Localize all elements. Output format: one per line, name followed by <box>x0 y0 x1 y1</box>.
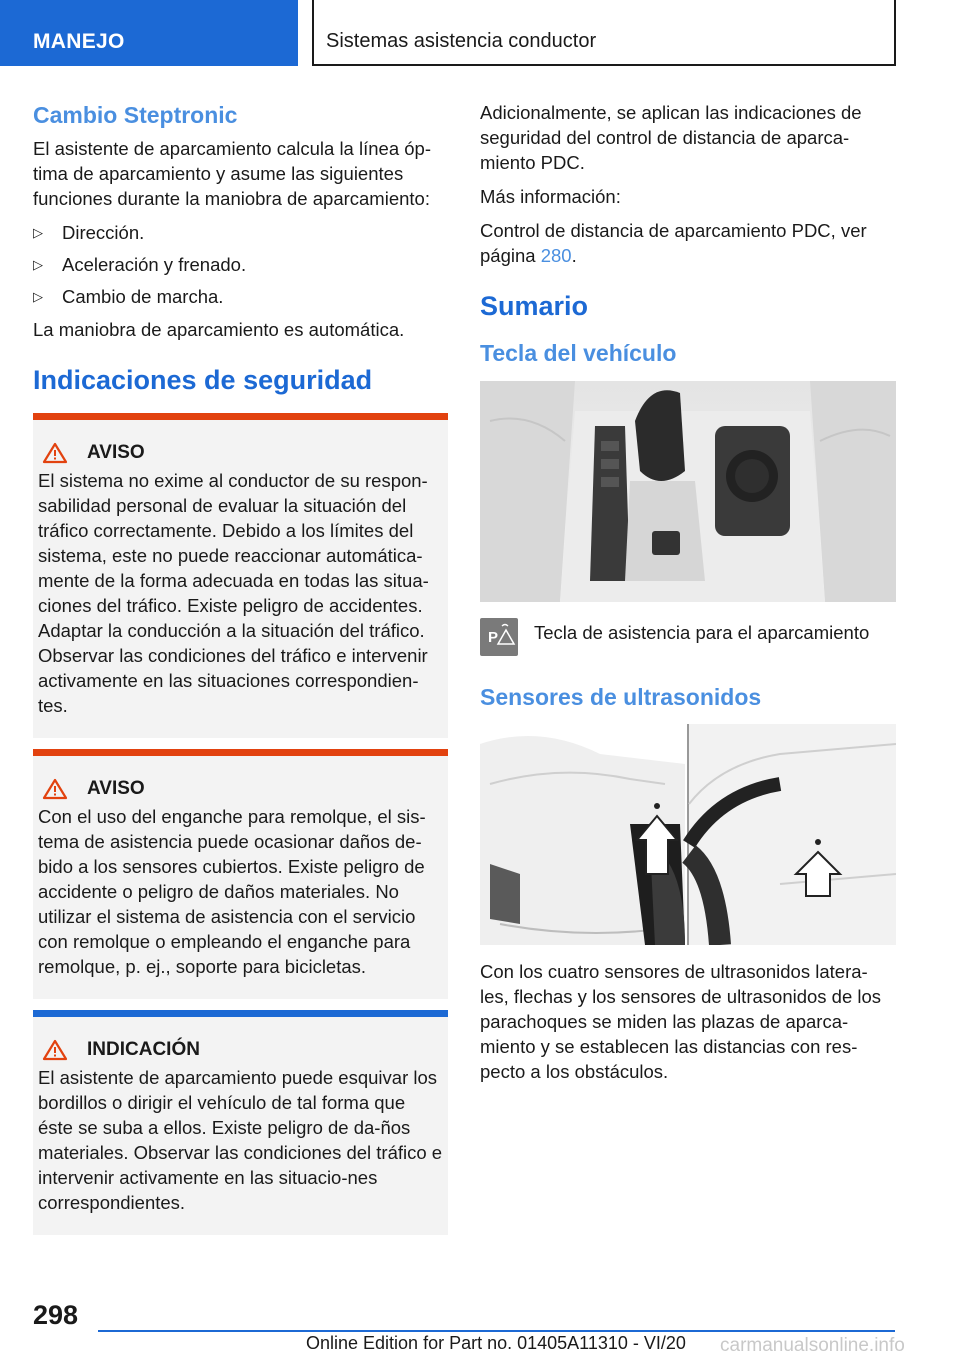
right-column <box>480 100 896 1093</box>
parking-assist-icon <box>480 618 518 656</box>
sensors-heading: Sensores de ultrasonidos <box>480 684 762 710</box>
notice-title: AVISO <box>87 778 145 799</box>
warning-triangle-icon <box>42 778 68 800</box>
steptronic-heading: Cambio Steptronic <box>33 102 238 128</box>
left-column <box>33 100 448 1246</box>
list-item: ▷ Aceleración y frenado. <box>33 254 247 275</box>
info-box <box>33 1010 448 1235</box>
notice-text: Con el uso del enganche para remolque, el sis-tema de asistencia puede ocasionar daños de-bido a los sensores cubiertos. Existe peligro de accidente o peligro de daños materiales. No utilizar el sistema de asistencia con el servicio con remolque o empleando el enganche para remolque, p. ej., soporte para bicicletas. <box>38 806 426 977</box>
pdc-reference: Control de distancia de aparcamiento PDC, ver página 280. <box>480 220 867 266</box>
sensors-illustration <box>480 724 896 945</box>
notice-text: El asistente de aparcamiento puede esquivar los bordillos o dirigir el vehículo de tal forma que éste se suba a ellos. Existe peligro de da-ños materiales. Observar las condiciones del tráfico e intervenir activamente en las situacio-nes correspondientes. <box>38 1067 443 1213</box>
steptronic-intro: El asistente de aparcamiento calcula la línea óp-tima de aparcamiento y asume las siguientes funciones durante la maniobra de aparcamiento: <box>33 138 431 209</box>
warning-triangle-icon <box>42 1039 68 1061</box>
notice-text: El sistema no exime al conductor de su respon-sabilidad personal de evaluar la situación del tráfico correctamente. Debido a los límites del sistema, este no puede reaccionar automática-mente de la forma adecuada en todas las situa-ciones del tráfico. Existe peligro de accidentes. Adaptar la conducción a la situación del tráfico. Observar las condiciones del tráfico e intervenir activamente en las situaciones correspondien-tes. <box>38 470 429 716</box>
edition-text: Online Edition for Part no. 01405A11310 - VI/20 <box>306 1333 686 1353</box>
page-link[interactable]: 280 <box>540 245 572 266</box>
page-number: 298 <box>33 1300 79 1330</box>
page-header <box>0 0 960 66</box>
ultrasonic-sensors-image <box>480 724 896 945</box>
safety-heading: Indicaciones de seguridad <box>33 365 373 395</box>
notice-bar <box>33 413 448 420</box>
center-console-image <box>480 381 896 602</box>
summary-heading: Sumario <box>480 291 589 321</box>
triangle-bullet-icon: ▷ <box>33 257 43 272</box>
section-tab: MANEJO <box>0 0 298 66</box>
function-list <box>33 220 448 309</box>
button-caption: Tecla de asistencia para el aparcamiento <box>534 622 870 643</box>
sensors-text: Con los cuatro sensores de ultrasonidos latera-les, flechas y los sensores de ultrasonidos de los parachoques se miden las plazas de aparca-miento y se establecen las distancias con res-pecto a los obstáculos. <box>480 961 882 1082</box>
footer-rule <box>98 1330 895 1332</box>
triangle-bullet-icon: ▷ <box>33 225 43 240</box>
center-console-illustration <box>480 381 896 602</box>
triangle-bullet-icon: ▷ <box>33 289 43 304</box>
svg-text:P: P <box>488 629 499 646</box>
list-item: ▷ Dirección. <box>33 222 145 243</box>
warning-triangle-icon <box>42 442 68 464</box>
pdc-text: Adicionalmente, se aplican las indicaciones de seguridad del control de distancia de aparca-miento PDC. <box>480 102 862 173</box>
button-heading: Tecla del vehículo <box>480 340 677 366</box>
warning-box <box>33 413 448 738</box>
list-item: ▷ Cambio de marcha. <box>33 286 224 307</box>
notice-title: AVISO <box>87 442 145 463</box>
more-info-label: Más información: <box>480 186 621 207</box>
warning-box <box>33 749 448 999</box>
watermark: carmanualsonline.info <box>720 1335 905 1356</box>
notice-bar <box>33 1010 448 1017</box>
chapter-title: Sistemas asistencia conductor <box>312 0 896 66</box>
notice-title: INDICACIÓN <box>87 1039 200 1060</box>
notice-bar <box>33 749 448 756</box>
automatic-note: La maniobra de aparcamiento es automática. <box>33 319 405 340</box>
